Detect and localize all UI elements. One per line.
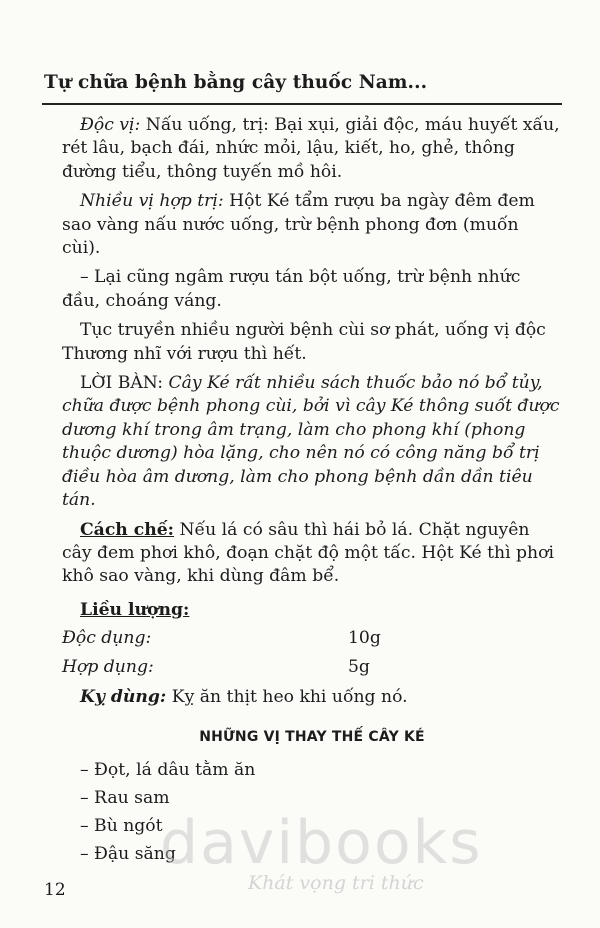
list-item: – Bù ngót	[80, 815, 163, 836]
section-title: NHỮNG VỊ THAY THẾ CÂY KÉ	[199, 728, 425, 745]
watermark-brand: davibooks	[160, 808, 483, 878]
nhieu-vi-label: Nhiều vị hợp trị:	[80, 191, 224, 212]
doc-vi-label: Độc vị:	[80, 115, 141, 135]
dosage-label: Độc dụng:	[62, 628, 152, 649]
loi-ban-text: Cây Ké rất nhiều sách thuốc bảo nó bổ tủy, chữa được bệnh phong cùi, bởi vì cây Ké thông suốt được dương khí trong âm trạng, làm cho phong khí (phong thuộc dương) hòa lặng, cho nên nó có công năng bổ trị điều hòa âm dương, làm cho phong bệnh dần dần tiêu tán.	[62, 373, 560, 511]
dosage-value: 5g	[348, 657, 370, 678]
paragraph-tuc-truyen: Tục truyền nhiều người bệnh cùi sơ phát, uống vị độc Thương nhĩ với rượu thì hết.	[62, 320, 546, 364]
dosage-row	[62, 624, 562, 653]
dosage-value: 10g	[348, 628, 381, 649]
cach-che-text: Nếu lá có sâu thì hái bỏ lá. Chặt nguyên cây đem phơi khô, đoạn chặt độ một tấc. Hột Ké thì phơi khô sao vàng, khi dùng đâm bể.	[62, 519, 554, 587]
paragraph-doc-vi	[62, 114, 562, 184]
contraindication	[80, 686, 562, 709]
doc-vi-text: Nấu uống, trị: Bại xụi, giải độc, máu huyết xấu, rét lâu, bạch đái, nhức mỏi, lậu, kiết, ho, ghẻ, thông đường tiểu, thông tuyến mồ hôi.	[62, 115, 560, 182]
dosage-label: Hợp dụng:	[62, 657, 154, 678]
list-item: – Đọt, lá dâu tằm ăn	[80, 759, 256, 780]
contraindication-text: Kỵ ăn thịt heo khi uống nó.	[166, 687, 408, 708]
paragraph-ngam-ruou: – Lại cũng ngâm rượu tán bột uống, trừ bệnh nhức đầu, choáng váng.	[62, 267, 521, 311]
list-item: – Rau sam	[80, 787, 170, 808]
contraindication-label: Kỵ dùng:	[80, 687, 167, 708]
header-rule	[42, 103, 562, 105]
nhieu-vi-text: Hột Ké tẩm rượu ba ngày đêm đem sao vàng nấu nước uống, trừ bệnh phong đơn (muốn cùi).	[62, 191, 535, 259]
paragraph-cach-che	[62, 519, 562, 589]
watermark-tagline: Khát vọng tri thức	[248, 872, 424, 894]
running-header: Tự chữa bệnh bằng cây thuốc Nam...	[44, 72, 428, 93]
page-number: 12	[44, 880, 66, 900]
cach-che-label: Cách chế:	[80, 519, 175, 540]
dosage-row	[62, 653, 562, 682]
list-item: – Đậu săng	[80, 843, 176, 864]
paragraph-loi-ban	[62, 372, 562, 512]
paragraph-nhieu-vi	[62, 190, 562, 260]
loi-ban-label: LỜI BÀN:	[80, 373, 164, 394]
dosage-heading: Liều lượng:	[80, 599, 190, 620]
page-content	[62, 114, 562, 871]
